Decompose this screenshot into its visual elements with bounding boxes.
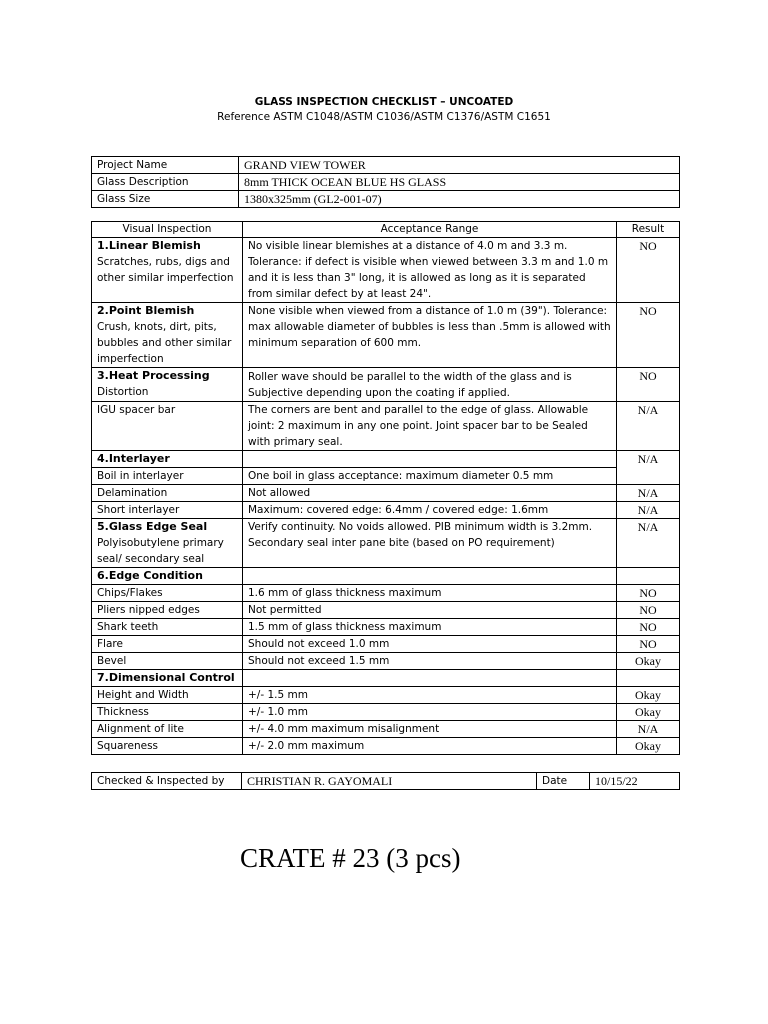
- table-row: [92, 468, 680, 485]
- table-row: [92, 670, 680, 687]
- acceptance-range-cell: None visible when viewed from a distance of 1.0 m (39"). Tolerance: max allowable diameter of bubbles is less than .5mm is allowed with minimum separation of 600 mm.: [243, 303, 617, 368]
- row-label: Delamination: [92, 485, 243, 502]
- acceptance-range-cell: +/- 1.0 mm: [243, 704, 617, 721]
- acceptance-range-cell: [243, 451, 617, 468]
- section-cell: [92, 368, 243, 402]
- acceptance-range-cell: Verify continuity. No voids allowed. PIB minimum width is 3.2mm. Secondary seal inter pane bite (based on PO requirement): [243, 519, 617, 568]
- section-cell: [92, 238, 243, 303]
- result-cell: NO: [617, 602, 680, 619]
- size-row: [92, 191, 680, 208]
- result-cell: Okay: [617, 704, 680, 721]
- result-cell: Okay: [617, 738, 680, 755]
- row-label: Height and Width: [92, 687, 243, 704]
- signoff-table: [91, 772, 680, 790]
- acceptance-range-cell: +/- 1.5 mm: [243, 687, 617, 704]
- table-row: [92, 451, 680, 468]
- table-row: [92, 619, 680, 636]
- table-row: [92, 653, 680, 670]
- result-cell: Okay: [617, 653, 680, 670]
- col-acceptance-range: Acceptance Range: [243, 222, 617, 238]
- table-row: [92, 721, 680, 738]
- acceptance-range-cell: Not allowed: [243, 485, 617, 502]
- inspection-table: [91, 221, 680, 755]
- acceptance-range-cell: Roller wave should be parallel to the width of the glass and is Subjective depending upon the coating if applied.: [243, 368, 617, 402]
- acceptance-range-cell: 1.5 mm of glass thickness maximum: [243, 619, 617, 636]
- description-value: 8mm THICK OCEAN BLUE HS GLASS: [239, 174, 680, 191]
- section-description: Scratches, rubs, digs and other similar imperfection: [97, 256, 234, 284]
- acceptance-range-cell: The corners are bent and parallel to the edge of glass. Allowable joint: 2 maximum in any one point. Joint spacer bar to be Sealed with primary seal.: [243, 402, 617, 451]
- document-title: GLASS INSPECTION CHECKLIST – UNCOATED: [254, 96, 514, 108]
- acceptance-range-cell: No visible linear blemishes at a distance of 4.0 m and 3.3 m. Tolerance: if defect is visible when viewed between 3.3 m and 1.0 m and it is less than 3" long, it is allowed as long as it is separated from similar defect by at least 24".: [243, 238, 617, 303]
- description-label: Glass Description: [92, 174, 239, 191]
- acceptance-range-cell: [243, 670, 617, 687]
- size-label: Glass Size: [92, 191, 239, 208]
- result-cell: N/A: [617, 721, 680, 738]
- section-title: 7.Dimensional Control: [92, 670, 243, 687]
- acceptance-range-cell: Should not exceed 1.0 mm: [243, 636, 617, 653]
- table-row: [92, 502, 680, 519]
- result-cell: N/A: [617, 485, 680, 502]
- description-row: [92, 174, 680, 191]
- date-label: Date: [537, 773, 590, 790]
- table-row: [92, 636, 680, 653]
- checked-by-value: CHRISTIAN R. GAYOMALI: [242, 773, 537, 790]
- date-value: 10/15/22: [590, 773, 680, 790]
- acceptance-range-cell: Not permitted: [243, 602, 617, 619]
- acceptance-range-cell: [243, 568, 617, 585]
- acceptance-range-cell: One boil in glass acceptance: maximum diameter 0.5 mm: [243, 468, 617, 485]
- result-cell: NO: [617, 303, 680, 368]
- section-title: 4.Interlayer: [92, 451, 243, 468]
- size-value: 1380x325mm (GL2-001-07): [239, 191, 680, 208]
- row-label: Boil in interlayer: [92, 468, 243, 485]
- table-row: [92, 368, 680, 402]
- section-cell: [92, 303, 243, 368]
- row-label: IGU spacer bar: [92, 402, 243, 451]
- result-cell: N/A: [617, 519, 680, 568]
- table-row: [92, 602, 680, 619]
- result-cell: NO: [617, 636, 680, 653]
- table-row: [92, 738, 680, 755]
- checked-by-label: Checked & Inspected by: [92, 773, 242, 790]
- row-label: Shark teeth: [92, 619, 243, 636]
- acceptance-range-cell: +/- 4.0 mm maximum misalignment: [243, 721, 617, 738]
- table-row: [92, 402, 680, 451]
- section-title: 6.Edge Condition: [92, 568, 243, 585]
- row-label: Pliers nipped edges: [92, 602, 243, 619]
- table-row: [92, 568, 680, 585]
- section-title: 5.Glass Edge Seal: [97, 520, 208, 533]
- row-label: Flare: [92, 636, 243, 653]
- result-cell: NO: [617, 619, 680, 636]
- project-row: [92, 157, 680, 174]
- section-title: 1.Linear Blemish: [97, 239, 201, 252]
- row-label: Squareness: [92, 738, 243, 755]
- document-reference: Reference ASTM C1048/ASTM C1036/ASTM C1376/ASTM C1651: [217, 111, 551, 123]
- result-cell: N/A: [617, 402, 680, 451]
- table-row: [92, 238, 680, 303]
- acceptance-range-cell: +/- 2.0 mm maximum: [243, 738, 617, 755]
- inspection-header-row: [92, 222, 680, 238]
- row-label: Bevel: [92, 653, 243, 670]
- section-description: Crush, knots, dirt, pits, bubbles and other similar imperfection: [97, 321, 232, 365]
- row-label: Short interlayer: [92, 502, 243, 519]
- table-row: [92, 303, 680, 368]
- section-cell: [92, 519, 243, 568]
- result-cell: Okay: [617, 687, 680, 704]
- acceptance-range-cell: Maximum: covered edge: 6.4mm / covered edge: 1.6mm: [243, 502, 617, 519]
- col-result: Result: [617, 222, 680, 238]
- result-cell: NO: [617, 238, 680, 303]
- acceptance-range-cell: Should not exceed 1.5 mm: [243, 653, 617, 670]
- table-row: [92, 485, 680, 502]
- row-label: Alignment of lite: [92, 721, 243, 738]
- result-cell: N/A: [617, 451, 680, 485]
- section-description: Distortion: [97, 386, 149, 398]
- section-description: Polyisobutylene primary seal/ secondary seal: [97, 537, 224, 565]
- signoff-row: [92, 773, 680, 790]
- acceptance-range-cell: 1.6 mm of glass thickness maximum: [243, 585, 617, 602]
- result-cell: [617, 670, 680, 687]
- result-cell: [617, 568, 680, 585]
- project-label: Project Name: [92, 157, 239, 174]
- table-row: [92, 519, 680, 568]
- row-label: Chips/Flakes: [92, 585, 243, 602]
- glass-info-table: [91, 156, 680, 208]
- project-value: GRAND VIEW TOWER: [239, 157, 680, 174]
- table-row: [92, 687, 680, 704]
- section-title: 3.Heat Processing: [97, 369, 210, 382]
- crate-note: CRATE # 23 (3 pcs): [240, 843, 461, 873]
- table-row: [92, 704, 680, 721]
- result-cell: N/A: [617, 502, 680, 519]
- section-title: 2.Point Blemish: [97, 304, 195, 317]
- result-cell: NO: [617, 585, 680, 602]
- row-label: Thickness: [92, 704, 243, 721]
- col-visual-inspection: Visual Inspection: [92, 222, 243, 238]
- table-row: [92, 585, 680, 602]
- result-cell: NO: [617, 368, 680, 402]
